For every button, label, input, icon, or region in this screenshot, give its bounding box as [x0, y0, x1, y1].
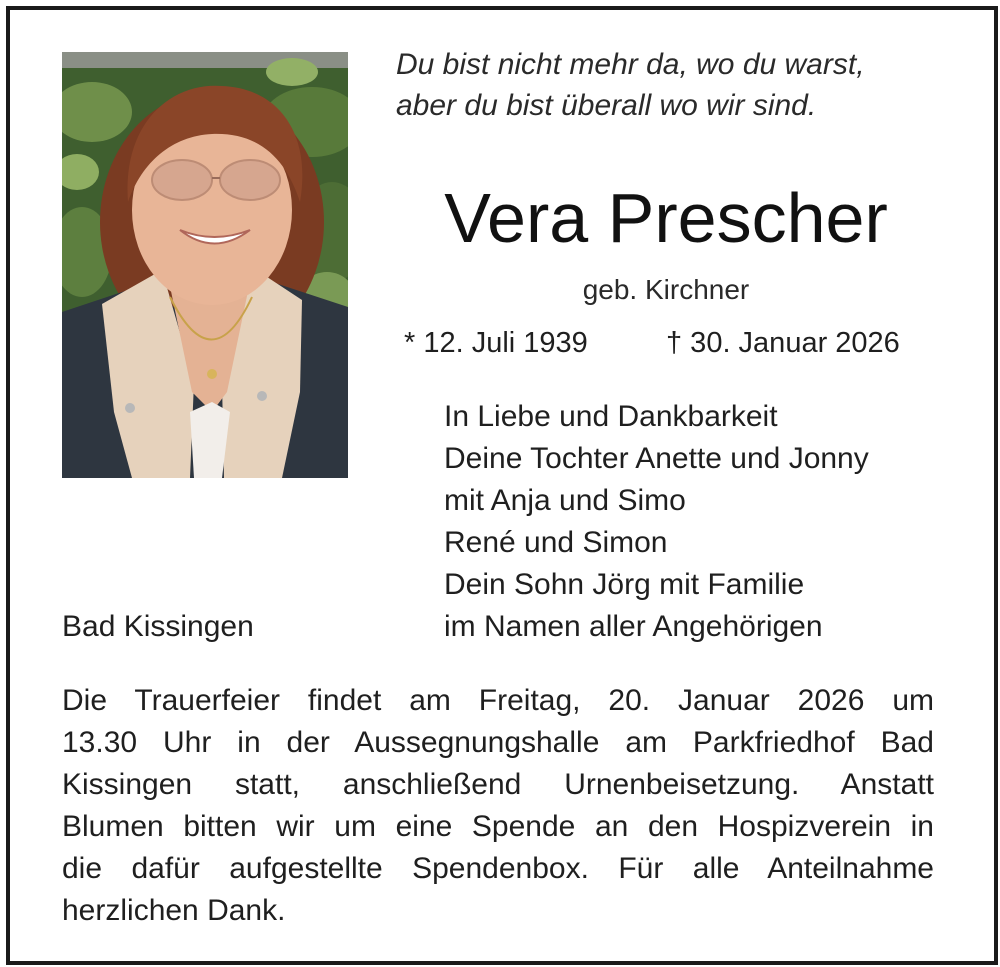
- deceased-name: Vera Prescher: [444, 179, 888, 257]
- death-date: † 30. Januar 2026: [666, 327, 900, 359]
- birth-date: * 12. Juli 1939: [404, 327, 588, 359]
- portrait-photo: [62, 52, 348, 478]
- mourner-line: mit Anja und Simo: [444, 484, 686, 517]
- funeral-notice: [62, 680, 934, 932]
- place-name: Bad Kissingen: [62, 610, 254, 643]
- mourner-line: Dein Sohn Jörg mit Familie: [444, 568, 805, 601]
- notice-line: 13.30 Uhr in der Aussegnungshalle am Parkfriedhof Bad: [62, 726, 934, 759]
- motto-line-1: Du bist nicht mehr da, wo du warst,: [396, 48, 865, 81]
- maiden-name: geb. Kirchner: [582, 274, 750, 305]
- notice-line: Kissingen statt, anschließend Urnenbeisetzung. Anstatt: [62, 768, 934, 801]
- motto-line-2: aber du bist überall wo wir sind.: [396, 89, 817, 122]
- notice-line: die dafür aufgestellte Spendenbox. Für alle Anteilnahme: [62, 852, 934, 885]
- notice-line: herzlichen Dank.: [62, 894, 286, 927]
- mourner-line: René und Simon: [444, 526, 668, 559]
- mourners-list: [444, 396, 964, 648]
- notice-line: Die Trauerfeier findet am Freitag, 20. Januar 2026 um: [62, 684, 934, 717]
- motto-quote: [396, 44, 956, 126]
- mourner-line: In Liebe und Dankbarkeit: [444, 400, 778, 433]
- notice-line: Blumen bitten wir um eine Spende an den Hospizverein in: [62, 810, 934, 843]
- mourner-line: im Namen aller Angehörigen: [444, 610, 823, 643]
- mourner-line: Deine Tochter Anette und Jonny: [444, 442, 869, 475]
